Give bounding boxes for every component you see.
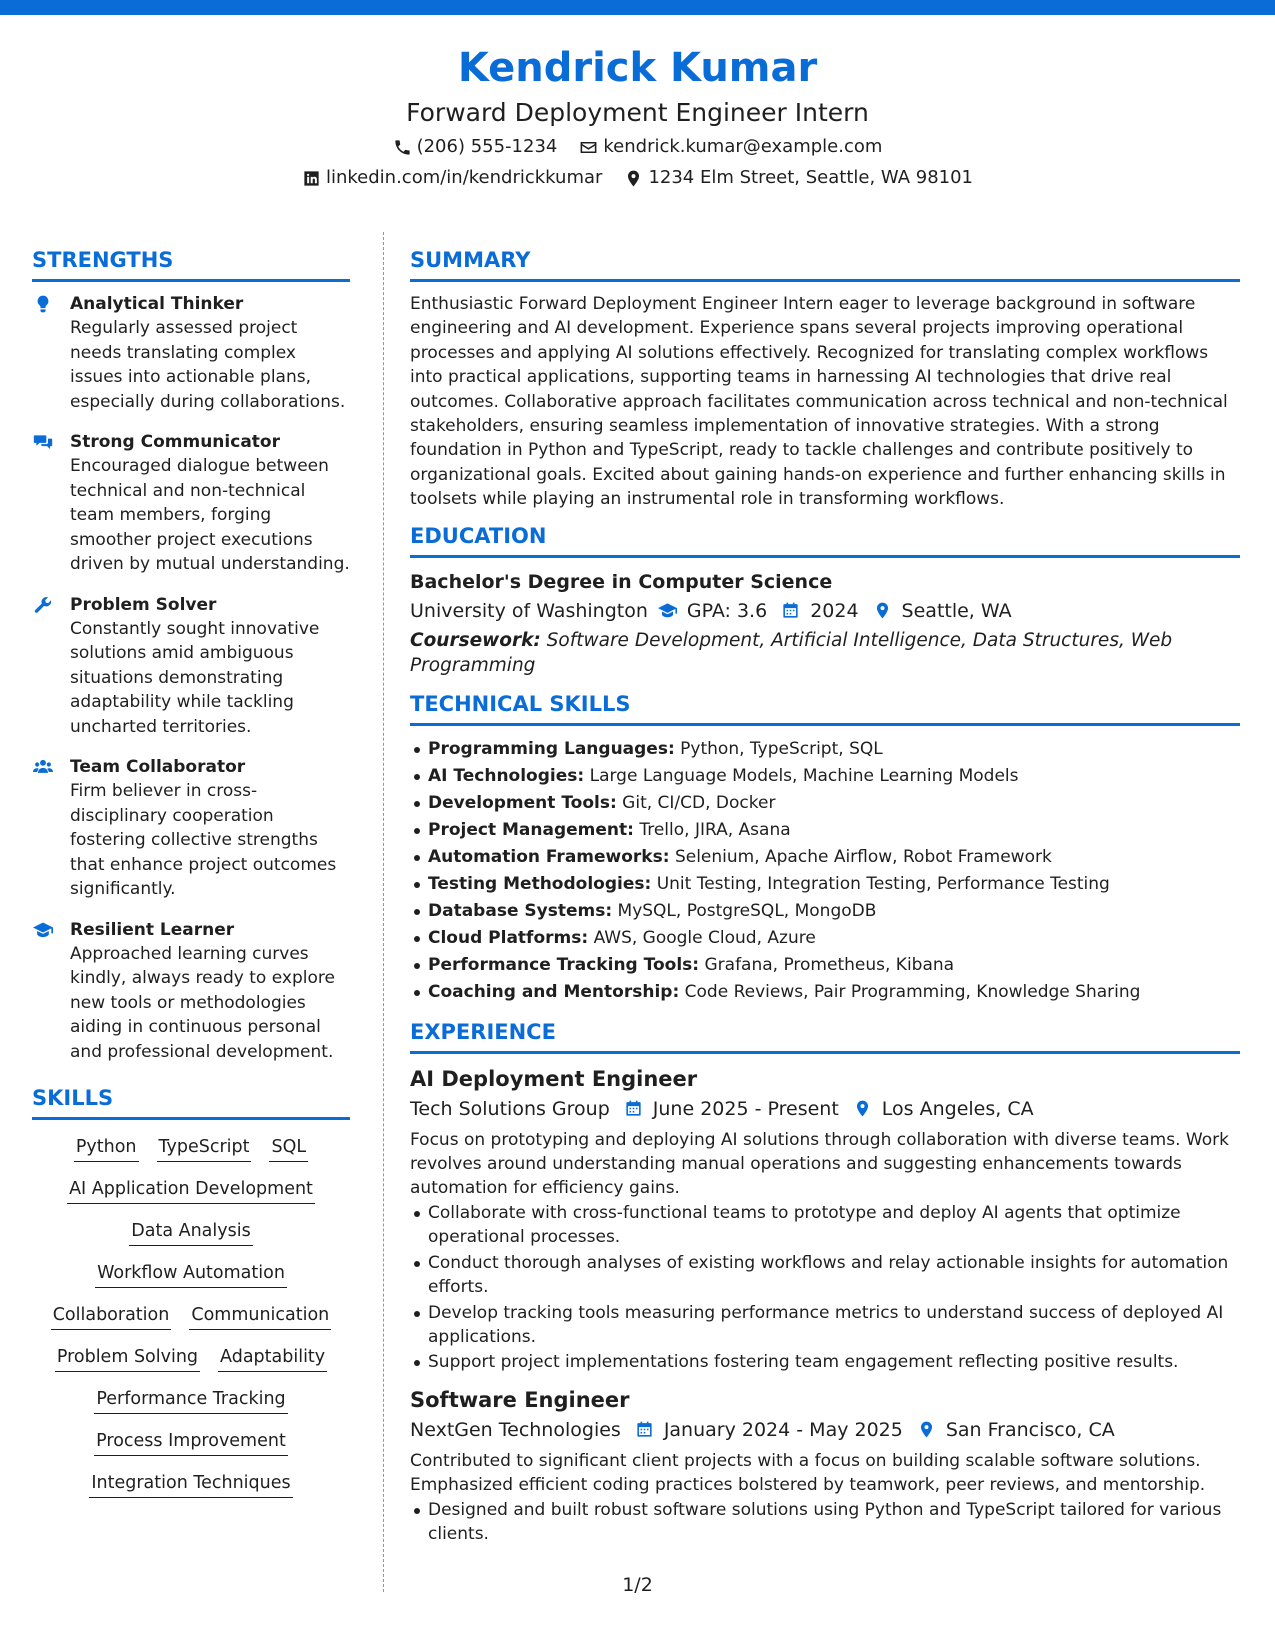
phone-text: (206) 555-1234: [416, 136, 558, 157]
skill-values: Large Language Models, Machine Learning Models: [589, 765, 1019, 786]
skill-category: Database Systems:: [428, 900, 613, 921]
column-divider: [383, 232, 384, 1592]
list-item: [410, 844, 1240, 871]
calendar-icon: [781, 601, 800, 620]
strength-title: Resilient Learner: [70, 919, 235, 940]
experience-section: [410, 1018, 1240, 1547]
strength-desc: Constantly sought innovative solutions amid ambiguous situations demonstrating adaptability while tackling uncharted territories.: [70, 618, 320, 737]
list-item: Conduct thorough analyses of existing workflows and relay actionable insights for automation efforts.: [410, 1251, 1240, 1300]
users-icon: [32, 757, 54, 777]
contact-row-2: [0, 165, 1275, 191]
job-meta: [410, 1415, 1240, 1445]
technical-skills-heading: TECHNICAL SKILLS: [410, 690, 1240, 726]
strengths-section: [32, 246, 350, 1064]
comments-icon: [32, 432, 54, 452]
strength-item: [32, 593, 350, 740]
skill-category: Testing Methodologies:: [428, 873, 652, 894]
map-pin-icon: [917, 1420, 936, 1439]
graduation-cap-icon: [32, 920, 54, 940]
skill-values: Python, TypeScript, SQL: [680, 738, 883, 759]
contact-phone[interactable]: [393, 134, 558, 160]
education-section: [410, 522, 1240, 678]
contact-address: [624, 165, 973, 191]
job-meta: [410, 1094, 1240, 1124]
skill-tag: AI Application Development: [67, 1176, 315, 1204]
job-location: Los Angeles, CA: [881, 1097, 1034, 1120]
strength-desc: Regularly assessed project needs translating complex issues into actionable plans, especially during collaborations.: [70, 318, 346, 412]
calendar-icon: [635, 1420, 654, 1439]
strength-item: [32, 755, 350, 902]
list-item: [410, 979, 1240, 1006]
summary-text: Enthusiastic Forward Deployment Engineer Intern eager to leverage background in software engineering and AI development. Experience spans several projects improving operational processes and applying AI solutions effectively. Recognized for translating complex workflows into practical applications, supporting teams in harnessing AI technologies that drive real outcomes. Collaborative approach facilitates communication across technical and non-technical stakeholders, ensuring seamless implementation of innovative strategies. With a strong foundation in Python and TypeScript, ready to tackle challenges and contribute positively to organizational goals. Excited about gaining hands-on experience and further enhancing skills in toolsets while playing an instrumental role in transforming workflows.: [410, 294, 1228, 510]
skill-category: Automation Frameworks:: [428, 846, 670, 867]
skill-values: Selenium, Apache Airflow, Robot Framework: [674, 846, 1052, 867]
list-item: [410, 736, 1240, 763]
education-meta: [410, 596, 1240, 626]
technical-skills-section: [410, 690, 1240, 1006]
strength-item: [32, 430, 350, 577]
skill-category: Programming Languages:: [428, 738, 675, 759]
company-name: Tech Solutions Group: [410, 1097, 610, 1120]
job-dates: January 2024 - May 2025: [663, 1418, 903, 1441]
job-dates: June 2025 - Present: [652, 1097, 839, 1120]
job-bullets: [410, 1498, 1240, 1547]
job-description: Contributed to significant client projects with a focus on building scalable software solutions. Emphasized efficient coding practices bolstered by teamwork, peer reviews, and mentorship.: [410, 1450, 1206, 1496]
skill-category: Development Tools:: [428, 792, 617, 813]
skill-category: Performance Tracking Tools:: [428, 954, 700, 975]
skill-tag: Python: [74, 1134, 139, 1162]
skill-values: Unit Testing, Integration Testing, Performance Testing: [656, 873, 1110, 894]
graduation-year: 2024: [810, 599, 859, 622]
strength-title: Strong Communicator: [70, 432, 280, 452]
skill-category: Cloud Platforms:: [428, 927, 589, 948]
strength-desc: Firm believer in cross-disciplinary cooperation fostering collective strengths that enhance project outcomes significantly.: [70, 781, 337, 899]
coursework: [410, 628, 1240, 678]
list-item: [410, 790, 1240, 817]
strength-title: Problem Solver: [70, 594, 217, 615]
job-entry: [410, 1064, 1240, 1375]
education-heading: EDUCATION: [410, 522, 1240, 558]
skills-list: [32, 1130, 350, 1498]
top-accent-bar: [0, 0, 1275, 15]
company-name: NextGen Technologies: [410, 1418, 621, 1441]
skill-tag: SQL: [269, 1134, 308, 1162]
right-column: [410, 246, 1240, 1556]
list-item: [410, 925, 1240, 952]
job-title: Software Engineer: [410, 1387, 630, 1412]
coursework-label: Coursework:: [410, 629, 541, 651]
page-number: 1/2: [622, 1574, 653, 1596]
skill-tag: Performance Tracking: [94, 1386, 287, 1414]
candidate-name: Kendrick Kumar: [457, 45, 818, 91]
skills-heading: SKILLS: [32, 1084, 350, 1120]
job-location: San Francisco, CA: [945, 1418, 1115, 1441]
skill-values: Git, CI/CD, Docker: [622, 792, 776, 813]
list-item: [410, 898, 1240, 925]
list-item: Collaborate with cross-functional teams to prototype and deploy AI agents that optimize operational processes.: [410, 1201, 1240, 1250]
strength-title: Analytical Thinker: [70, 294, 244, 314]
skill-tag: TypeScript: [157, 1134, 252, 1162]
strength-item: [32, 292, 350, 414]
skill-values: AWS, Google Cloud, Azure: [593, 927, 816, 948]
skill-category: Coaching and Mentorship:: [428, 981, 680, 1002]
wrench-icon: [32, 595, 54, 615]
skill-tag: Collaboration: [51, 1302, 172, 1330]
skill-values: MySQL, PostgreSQL, MongoDB: [617, 900, 877, 921]
contact-row-1: [0, 134, 1275, 160]
skill-tag: Data Analysis: [129, 1218, 252, 1246]
skill-tag: Problem Solving: [55, 1344, 200, 1372]
strength-desc: Approached learning curves kindly, always ready to explore new tools or methodologies aiding in continuous personal and professional development.: [70, 943, 335, 1062]
skill-values: Code Reviews, Pair Programming, Knowledge Sharing: [684, 981, 1141, 1002]
job-description: Focus on prototyping and deploying AI solutions through collaboration with diverse teams. Work revolves around understanding manual operations and suggesting enhancements towards automation for efficiency gains.: [410, 1129, 1229, 1199]
envelope-icon: [579, 138, 598, 157]
strengths-heading: STRENGTHS: [32, 246, 350, 282]
address-text: 1234 Elm Street, Seattle, WA 98101: [648, 167, 974, 188]
skill-tag: Workflow Automation: [95, 1260, 287, 1288]
linkedin-icon: [302, 169, 321, 188]
email-text: kendrick.kumar@example.com: [603, 136, 883, 157]
contact-email[interactable]: [579, 134, 882, 160]
contact-linkedin[interactable]: [302, 165, 602, 191]
phone-icon: [393, 138, 412, 157]
degree-title: Bachelor's Degree in Computer Science: [410, 570, 833, 593]
summary-heading: SUMMARY: [410, 246, 1240, 282]
graduation-cap-icon: [658, 601, 677, 620]
job-entry: [410, 1385, 1240, 1547]
experience-heading: EXPERIENCE: [410, 1018, 1240, 1054]
list-item: [410, 871, 1240, 898]
skills-section: [32, 1084, 350, 1498]
list-item: [410, 763, 1240, 790]
skill-tag: Adaptability: [218, 1344, 327, 1372]
skill-tag: Integration Techniques: [89, 1470, 292, 1498]
skill-values: Grafana, Prometheus, Kibana: [704, 954, 955, 975]
job-title: AI Deployment Engineer: [410, 1066, 698, 1091]
gpa-value: GPA: 3.6: [686, 599, 768, 622]
lightbulb-icon: [32, 294, 54, 314]
strength-title: Team Collaborator: [70, 757, 246, 777]
job-bullets: [410, 1201, 1240, 1375]
strength-desc: Encouraged dialogue between technical and non-technical team members, forging smoother project executions driven by mutual understanding.: [70, 456, 350, 574]
left-column: [32, 246, 350, 1512]
skill-category: Project Management:: [428, 819, 634, 840]
resume-header: [0, 42, 1275, 191]
technical-skills-list: [410, 736, 1240, 1006]
map-pin-icon: [853, 1099, 872, 1118]
skill-tag: Process Improvement: [94, 1428, 288, 1456]
skill-values: Trello, JIRA, Asana: [639, 819, 791, 840]
map-pin-icon: [624, 169, 643, 188]
calendar-icon: [624, 1099, 643, 1118]
candidate-title: Forward Deployment Engineer Intern: [406, 98, 869, 127]
list-item: Develop tracking tools measuring performance metrics to understand success of deployed AI applications.: [410, 1301, 1240, 1350]
list-item: Support project implementations fostering team engagement reflecting positive results.: [410, 1350, 1240, 1374]
strength-item: [32, 918, 350, 1065]
list-item: [410, 817, 1240, 844]
list-item: Designed and built robust software solutions using Python and TypeScript tailored for various clients.: [410, 1498, 1240, 1547]
linkedin-text: linkedin.com/in/kendrickkumar: [325, 167, 603, 188]
list-item: [410, 952, 1240, 979]
coursework-text: Software Development, Artificial Intelligence, Data Structures, Web Programming: [410, 629, 1173, 676]
skill-category: AI Technologies:: [428, 765, 585, 786]
summary-section: [410, 246, 1240, 512]
map-pin-icon: [873, 601, 892, 620]
education-location: Seattle, WA: [901, 599, 1012, 622]
skill-tag: Communication: [189, 1302, 331, 1330]
school-name: University of Washington: [410, 599, 648, 622]
